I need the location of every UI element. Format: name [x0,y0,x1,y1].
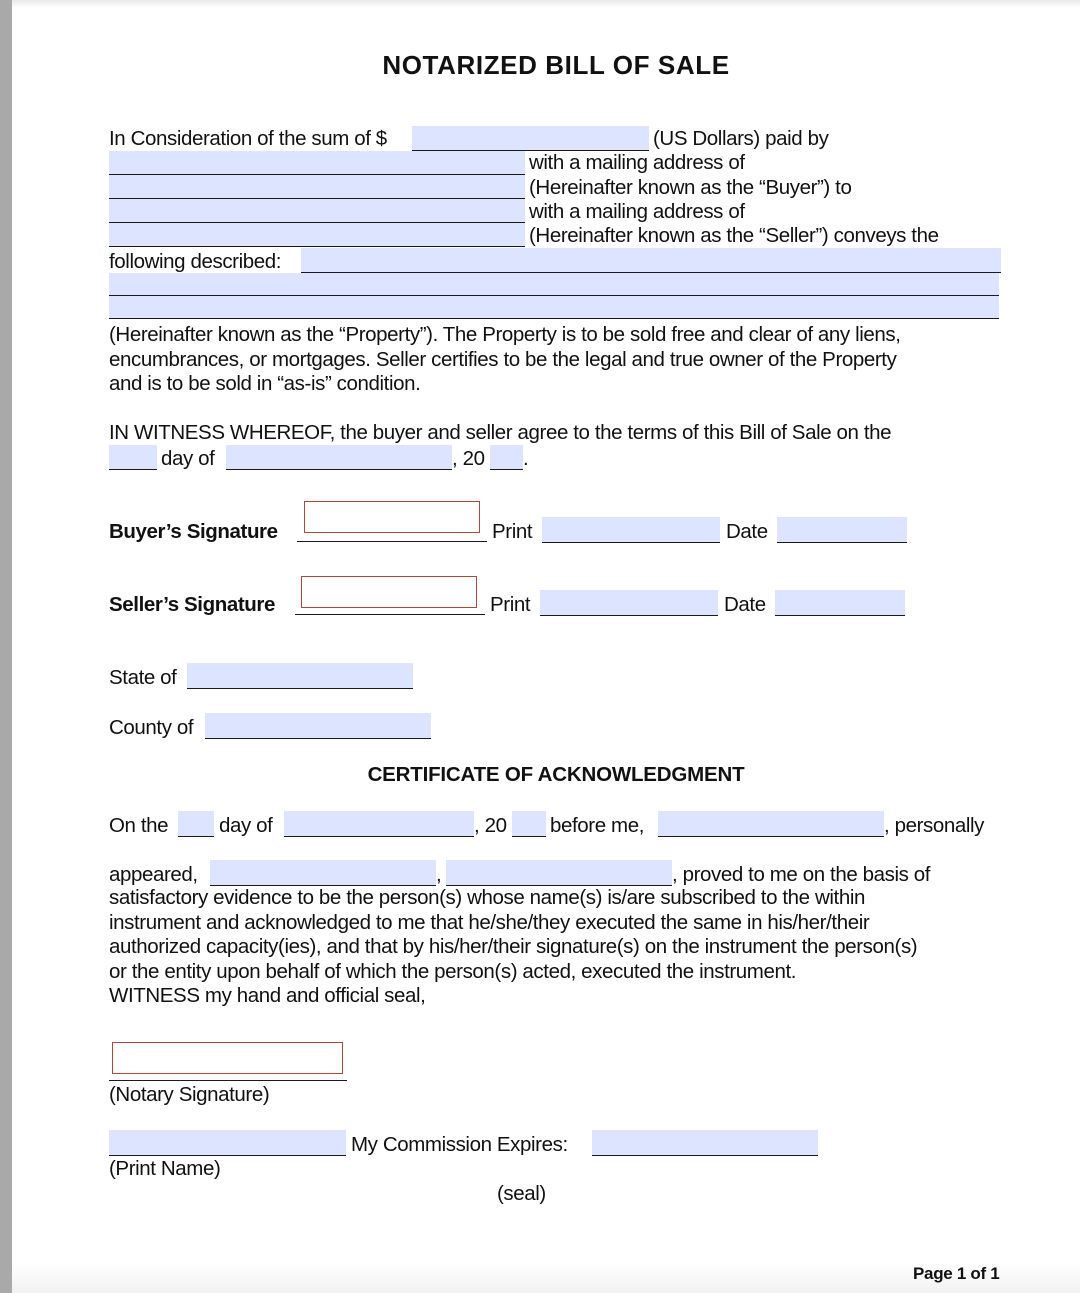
state-field[interactable] [187,663,413,689]
buyer-date-field[interactable] [777,517,907,543]
seller-signature-box[interactable] [301,576,477,608]
cert-before-me-label: before me, [550,814,644,837]
seal-label: (seal) [497,1182,546,1205]
consideration-suffix: (US Dollars) paid by [653,127,829,150]
cert-notary-name-field[interactable] [658,811,884,837]
consideration-prefix: In Consideration of the sum of $ [109,127,387,150]
commission-expires-field[interactable] [592,1130,818,1156]
certificate-body-line: or the entity upon behalf of which the person(s) acted, executed the instrument. [109,959,797,983]
cert-day-of-label: day of [219,814,273,837]
seller-date-label: Date [724,593,766,616]
witness-year-field[interactable] [490,445,523,470]
seller-known-text: (Hereinafter known as the “Seller”) conveys the [529,224,939,247]
notary-signature-label: (Notary Signature) [109,1083,270,1106]
document-title: NOTARIZED BILL OF SALE [382,50,730,80]
seller-print-label: Print [490,593,531,616]
cert-appeared-name-2-field[interactable] [446,860,672,886]
cert-proved-text: , proved to me on the basis of [672,863,931,886]
page-top-edge [0,0,1080,8]
cert-on-the-label: On the [109,814,169,837]
county-label: County of [109,716,194,739]
buyer-signature-line [297,541,487,542]
buyer-signature-label: Buyer’s Signature [109,520,278,543]
seller-signature-label: Seller’s Signature [109,593,275,616]
sum-field[interactable] [412,126,649,151]
certificate-body-line: instrument and acknowledged to me that he/she/they executed the same in his/her/their [109,910,870,934]
cert-year-prefix: , 20 [474,814,507,837]
notary-signature-box[interactable] [112,1042,343,1074]
seller-mailing-label: with a mailing address of [529,200,745,223]
property-paragraph-line: and is to be sold in “as-is” condition. [109,372,421,395]
viewer-left-border [0,0,12,1293]
buyer-address-field[interactable] [109,175,525,199]
notary-signature-line [109,1080,347,1081]
witness-year-prefix: , 20 [452,447,485,470]
certificate-body-line: satisfactory evidence to be the person(s) whose name(s) is/are subscribed to the within [109,886,865,909]
cert-appeared-comma: , [436,863,442,886]
seller-signature-line [295,614,485,615]
following-described-label: following described: [109,250,282,273]
witness-whereof-text: IN WITNESS WHEREOF, the buyer and seller agree to the terms of this Bill of Sale on the [109,421,892,444]
property-description-field-1[interactable] [301,248,1001,273]
property-paragraph [109,323,901,397]
commission-expires-label: My Commission Expires: [351,1133,568,1156]
witness-day-field[interactable] [109,445,157,470]
property-description-field-3[interactable] [109,296,999,319]
certificate-body-line: WITNESS my hand and official seal, [109,984,426,1007]
cert-personally-label: , personally [884,814,985,837]
buyer-mailing-label: with a mailing address of [529,151,745,174]
seller-name-field[interactable] [109,199,525,223]
cert-year-field[interactable] [512,811,546,837]
cert-day-field[interactable] [178,811,214,837]
buyer-print-label: Print [492,520,533,543]
print-name-label: (Print Name) [109,1157,221,1180]
seller-date-field[interactable] [775,590,905,616]
page-number: Page 1 of 1 [913,1264,1000,1283]
cert-month-field[interactable] [284,811,474,837]
seller-print-field[interactable] [540,590,718,616]
buyer-date-label: Date [726,520,768,543]
property-description-field-2[interactable] [109,273,999,296]
witness-day-of-label: day of [161,447,215,470]
buyer-print-field[interactable] [542,517,720,543]
state-label: State of [109,666,177,689]
cert-appeared-name-1-field[interactable] [210,860,436,886]
county-field[interactable] [205,713,431,739]
certificate-body [109,886,917,1009]
property-paragraph-line: (Hereinafter known as the “Property”). The Property is to be sold free and clear of any liens, [109,323,901,346]
buyer-known-text: (Hereinafter known as the “Buyer”) to [529,176,852,199]
buyer-signature-box[interactable] [304,501,480,533]
cert-appeared-label: appeared, [109,863,198,886]
seller-address-field[interactable] [109,223,525,247]
notary-print-name-field[interactable] [109,1130,346,1156]
property-paragraph-line: encumbrances, or mortgages. Seller certifies to be the legal and true owner of the Property [109,347,897,371]
witness-period: . [523,447,529,470]
buyer-name-field[interactable] [109,151,525,175]
certificate-body-line: authorized capacity(ies), and that by his/her/their signature(s) on the instrument the person(s) [109,935,918,958]
certificate-title: CERTIFICATE OF ACKNOWLEDGMENT [367,763,745,786]
witness-month-field[interactable] [226,445,452,470]
